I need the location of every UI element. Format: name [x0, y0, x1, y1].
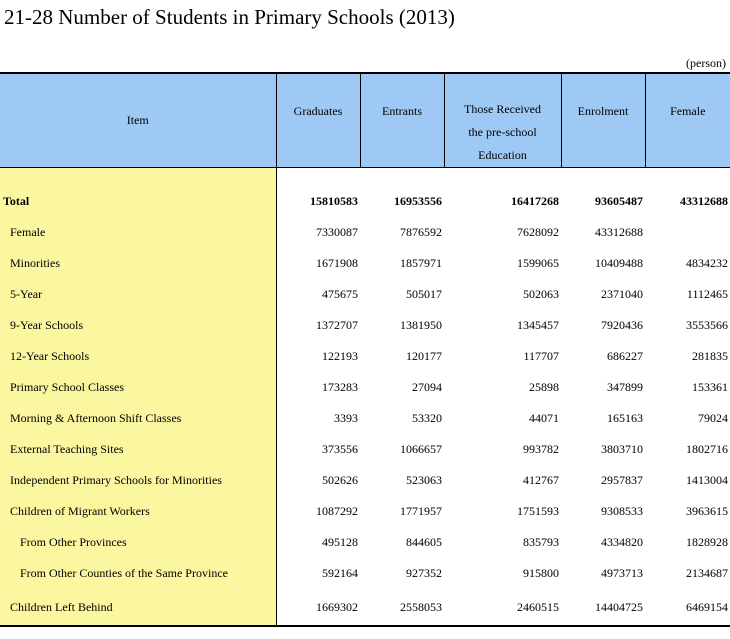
table-row	[0, 341, 730, 372]
cell-female: 1112465	[686, 287, 728, 301]
table-row	[0, 403, 730, 434]
row-label: From Other Counties of the Same Province	[0, 558, 276, 589]
cell-female: 6469154	[645, 589, 730, 626]
header-female-label: Female	[670, 104, 706, 118]
cell-preschool: 117707	[523, 349, 559, 363]
cell-enrolment: 2957837	[601, 473, 643, 487]
cell-enrolment: 4334820	[601, 535, 643, 549]
cell-preschool: 25898	[529, 380, 559, 394]
cell-female: 153361	[692, 380, 728, 394]
cell-female: 79024	[698, 411, 728, 425]
cell-entrants: 1771957	[400, 504, 442, 518]
row-label: Total	[0, 186, 276, 217]
cell-graduates: 1671908	[316, 256, 358, 270]
cell-preschool: 502063	[523, 287, 559, 301]
cell-graduates: 495128	[322, 535, 358, 549]
header-entrants-label: Entrants	[382, 104, 422, 118]
cell-preschool: 1599065	[517, 256, 559, 270]
cell-preschool: 915800	[523, 566, 559, 580]
cell-female: 2134687	[686, 566, 728, 580]
cell-graduates: 1372707	[316, 318, 358, 332]
students-table	[0, 72, 730, 627]
header-item-label: Item	[126, 113, 149, 127]
cell-entrants: 7876592	[400, 225, 442, 239]
cell-preschool: 2460515	[444, 589, 561, 626]
cell-female: 4834232	[686, 256, 728, 270]
header-preschool	[444, 73, 561, 168]
page-title: 21-28 Number of Students in Primary Schools (2013)	[4, 5, 455, 29]
header-preschool-line1: Those Received	[464, 102, 541, 116]
cell-graduates: 1669302	[276, 589, 360, 626]
cell-preschool: 1345457	[517, 318, 559, 332]
cell-enrolment: 14404725	[561, 589, 645, 626]
cell-enrolment: 2371040	[601, 287, 643, 301]
cell-preschool: 835793	[523, 535, 559, 549]
cell-female: 1413004	[686, 473, 728, 487]
cell-enrolment: 7920436	[601, 318, 643, 332]
cell-female: 1802716	[686, 442, 728, 456]
cell-entrants: 53320	[412, 411, 442, 425]
table-row	[0, 496, 730, 527]
cell-entrants: 1857971	[400, 256, 442, 270]
header-item	[0, 73, 276, 168]
row-label: Children of Migrant Workers	[0, 496, 276, 527]
table-row	[0, 558, 730, 589]
row-label: External Teaching Sites	[0, 434, 276, 465]
table-row	[0, 186, 730, 217]
cell-preschool: 7628092	[517, 225, 559, 239]
cell-preschool: 412767	[523, 473, 559, 487]
cell-entrants: 927352	[406, 566, 442, 580]
row-label: Female	[0, 217, 276, 248]
cell-graduates: 15810583	[310, 194, 358, 208]
cell-entrants: 1381950	[400, 318, 442, 332]
header-graduates-label: Graduates	[293, 104, 343, 118]
header-female	[645, 73, 730, 168]
cell-graduates: 1087292	[316, 504, 358, 518]
cell-enrolment: 686227	[607, 349, 643, 363]
row-label: 5-Year	[0, 279, 276, 310]
row-label: Independent Primary Schools for Minorities	[0, 465, 276, 496]
table-row	[0, 527, 730, 558]
cell-entrants: 1066657	[400, 442, 442, 456]
table-row	[0, 248, 730, 279]
header-graduates	[276, 73, 360, 168]
table-row	[0, 372, 730, 403]
cell-entrants: 523063	[406, 473, 442, 487]
row-label: Minorities	[0, 248, 276, 279]
row-label: From Other Provinces	[0, 527, 276, 558]
table-row	[0, 279, 730, 310]
cell-preschool: 993782	[523, 442, 559, 456]
cell-entrants: 16953556	[394, 194, 442, 208]
unit-label: (person)	[686, 56, 726, 70]
cell-graduates: 592164	[322, 566, 358, 580]
table-row	[0, 217, 730, 248]
cell-enrolment: 9308533	[601, 504, 643, 518]
cell-entrants: 2558053	[360, 589, 444, 626]
header-preschool-line3: Education	[478, 148, 527, 162]
cell-preschool: 1751593	[517, 504, 559, 518]
table-row	[0, 434, 730, 465]
cell-graduates: 7330087	[316, 225, 358, 239]
cell-enrolment: 3803710	[601, 442, 643, 456]
cell-graduates: 122193	[322, 349, 358, 363]
cell-entrants: 120177	[406, 349, 442, 363]
cell-enrolment: 4973713	[601, 566, 643, 580]
table-row	[0, 310, 730, 341]
cell-female: 1828928	[686, 535, 728, 549]
cell-graduates: 173283	[322, 380, 358, 394]
cell-preschool: 16417268	[511, 194, 559, 208]
row-label: 9-Year Schools	[0, 310, 276, 341]
cell-enrolment: 93605487	[595, 194, 643, 208]
cell-female: 281835	[692, 349, 728, 363]
cell-entrants: 505017	[406, 287, 442, 301]
table-row	[0, 465, 730, 496]
cell-enrolment: 165163	[607, 411, 643, 425]
cell-graduates: 475675	[322, 287, 358, 301]
cell-enrolment: 347899	[607, 380, 643, 394]
table-row	[0, 589, 730, 626]
header-enrolment-label: Enrolment	[577, 104, 629, 118]
cell-graduates: 502626	[322, 473, 358, 487]
row-label: Children Left Behind	[0, 589, 276, 626]
header-enrolment	[561, 73, 645, 168]
spacer-row	[0, 168, 730, 187]
row-label: Morning & Afternoon Shift Classes	[0, 403, 276, 434]
cell-entrants: 844605	[406, 535, 442, 549]
header-row	[0, 73, 730, 168]
cell-enrolment: 10409488	[595, 256, 643, 270]
cell-female: 3553566	[686, 318, 728, 332]
cell-female	[645, 217, 730, 248]
cell-graduates: 3393	[334, 411, 358, 425]
cell-female: 43312688	[680, 194, 728, 208]
cell-enrolment: 43312688	[595, 225, 643, 239]
cell-graduates: 373556	[322, 442, 358, 456]
header-entrants	[360, 73, 444, 168]
cell-entrants: 27094	[412, 380, 442, 394]
header-preschool-line2: the pre-school	[468, 125, 537, 139]
row-label: 12-Year Schools	[0, 341, 276, 372]
row-label: Primary School Classes	[0, 372, 276, 403]
cell-preschool: 44071	[529, 411, 559, 425]
cell-female: 3963615	[686, 504, 728, 518]
